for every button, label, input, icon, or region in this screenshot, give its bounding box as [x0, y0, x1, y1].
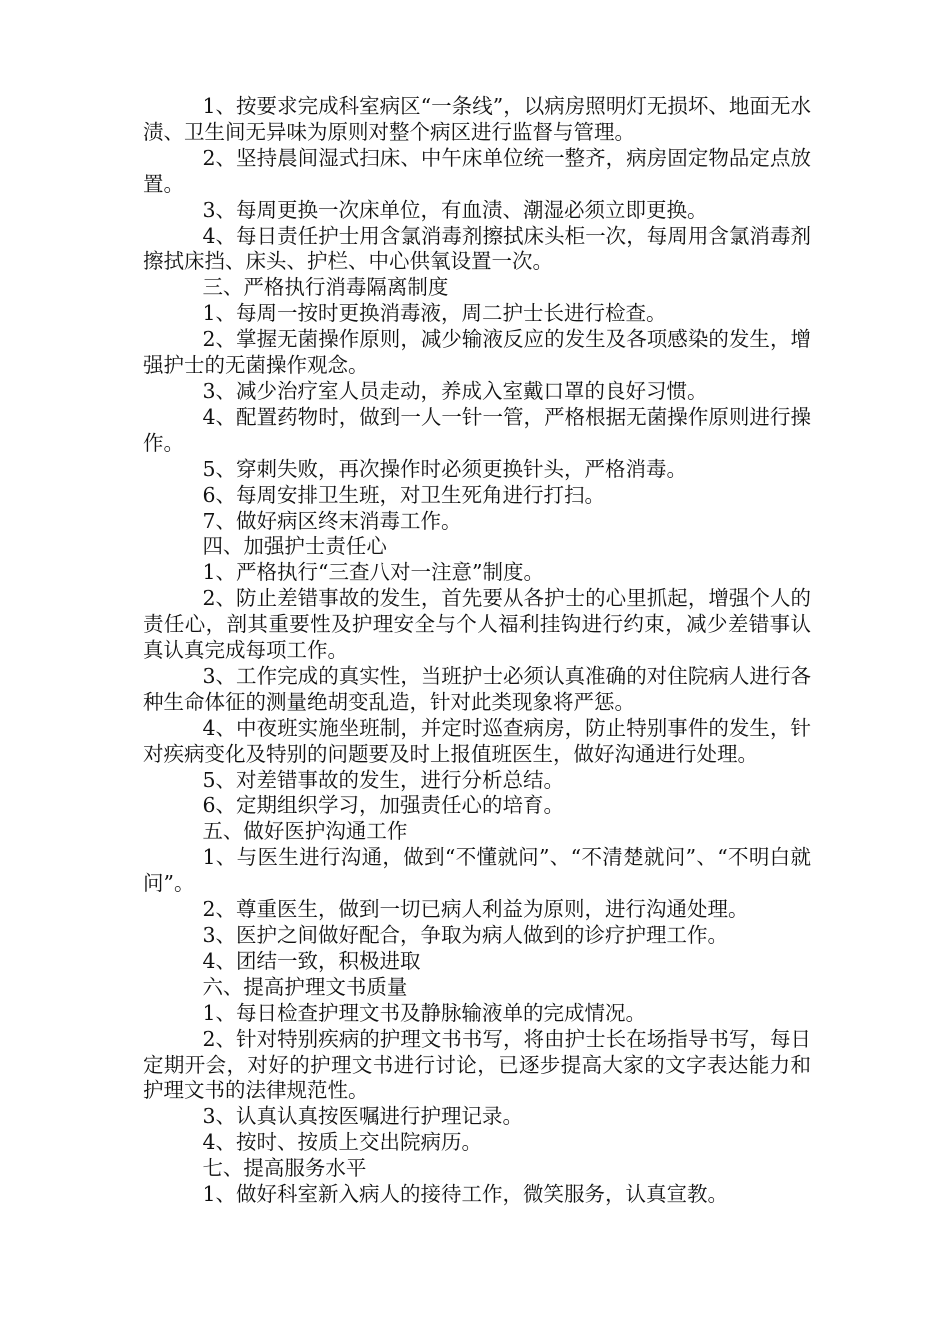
paragraph-21: 1、与医生进行沟通，做到“不懂就问”、“不清楚就问”、“不明白就问”。 [143, 845, 811, 896]
paragraph-10: 5、穿刺失败，再次操作时必须更换针头，严格消毒。 [202, 456, 687, 481]
paragraph-28: 3、认真认真按医嘱进行护理记录。 [202, 1104, 523, 1129]
paragraph-22: 2、尊重医生，做到一切已病人利益为原则，进行沟通处理。 [202, 897, 749, 922]
section-heading-4: 四、加强护士责任心 [202, 534, 387, 559]
paragraph-23: 3、医护之间做好配合，争取为病人做到的诊疗护理工作。 [202, 923, 728, 947]
paragraph-27: 2、针对特别疾病的护理文书书写，将由护士长在场指导书写，每日定期开会，对好的护理文书进行讨论，已逐步提高大家的文字表达能力和护理文书的法律规范性。 [143, 1026, 811, 1103]
section-heading-6: 六、提高护理文书质量 [202, 974, 408, 999]
paragraph-9: 4、配置药物时，做到一人一针一管，严格根据无菌操作原则进行操作。 [143, 404, 811, 455]
paragraph-11: 6、每周安排卫生班，对卫生死角进行打扫。 [202, 482, 605, 507]
paragraph-24: 4、团结一致，积极进取 [202, 948, 421, 973]
paragraph-29: 4、按时、按质上交出院病历。 [202, 1130, 482, 1155]
paragraph-15: 2、防止差错事故的发生，首先要从各护士的心里抓起，增强个人的责任心，剖其重要性及护理安全与个人福利挂钩进行约束，减少差错事认真认真完成每项工作。 [143, 586, 811, 663]
paragraph-18: 5、对差错事故的发生，进行分析总结。 [202, 767, 564, 792]
paragraph-12: 7、做好病区终末消毒工作。 [202, 508, 462, 533]
paragraph-26: 1、每日检查护理文书及静脉输液单的完成情况。 [202, 1000, 646, 1025]
paragraph-4: 4、每日责任护士用含氯消毒剂擦拭床头柜一次，每周用含氯消毒剂擦拭床挡、床头、护栏、中心供氧设置一次。 [143, 223, 811, 274]
paragraph-7: 2、掌握无菌操作原则，减少输液反应的发生及各项感染的发生，增强护士的无菌操作观念。 [143, 327, 811, 378]
paragraph-16: 3、工作完成的真实性，当班护士必须认真准确的对住院病人进行各种生命体征的测量绝胡变乱造，针对此类现象将严惩。 [143, 663, 811, 714]
section-heading-7: 七、提高服务水平 [202, 1156, 367, 1181]
paragraph-17: 4、中夜班实施坐班制，并定时巡查病房，防止特别事件的发生，针对疾病变化及特别的问题要及时上报值班医生，做好沟通进行处理。 [143, 715, 811, 766]
paragraph-6: 1、每周一按时更换消毒液，周二护士长进行检查。 [202, 301, 667, 326]
paragraph-31: 1、做好科室新入病人的接待工作，微笑服务，认真宣教。 [202, 1182, 728, 1207]
paragraph-2: 2、坚持晨间湿式扫床、中午床单位统一整齐，病房固定物品定点放置。 [143, 145, 811, 196]
paragraph-19: 6、定期组织学习，加强责任心的培育。 [202, 793, 564, 818]
section-heading-3: 三、严格执行消毒隔离制度 [202, 275, 449, 300]
paragraph-1: 1、按要求完成科室病区“一条线”，以病房照明灯无损坏、地面无水渍、卫生间无异味为原则对整个病区进行监督与管理。 [143, 94, 811, 144]
paragraph-14: 1、严格执行“三查八对一注意”制度。 [202, 560, 544, 585]
section-heading-5: 五、做好医护沟通工作 [202, 819, 408, 844]
paragraph-3: 3、每周更换一次床单位，有血渍、潮湿必须立即更换。 [202, 197, 708, 222]
document-body [143, 94, 811, 1208]
paragraph-8: 3、减少治疗室人员走动，养成入室戴口罩的良好习惯。 [202, 378, 708, 403]
